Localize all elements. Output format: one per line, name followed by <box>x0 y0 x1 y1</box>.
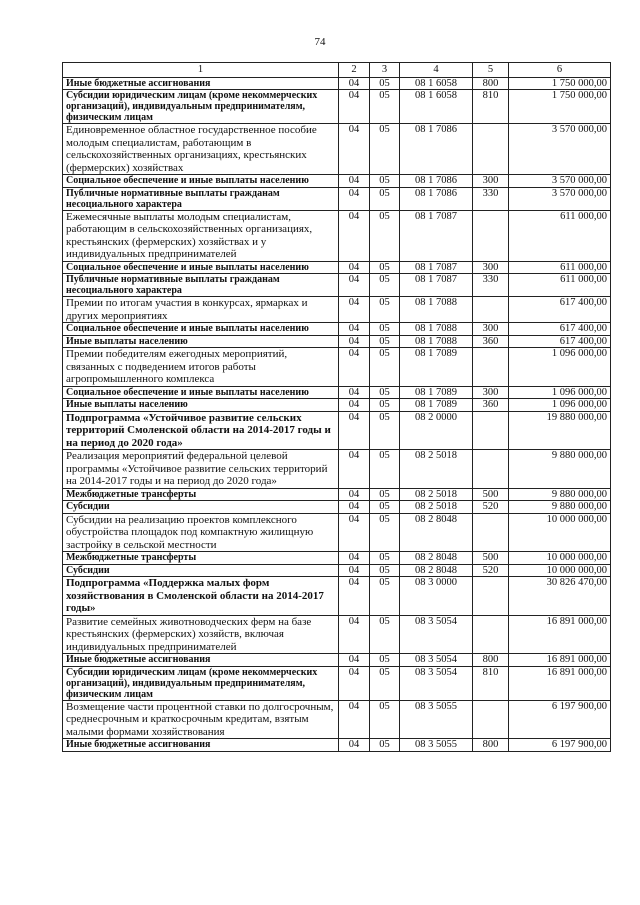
row-name-cell: Подпрограмма «Устойчивое развитие сельских территорий Смоленской области на 2014-2017 годы и на период до 2020 года» <box>63 411 339 450</box>
target-article-cell: 08 2 8048 <box>400 552 473 565</box>
table-row <box>63 335 611 348</box>
target-article-cell: 08 1 7087 <box>400 261 473 274</box>
expense-type-cell: 520 <box>473 564 509 577</box>
expense-type-cell: 300 <box>473 323 509 336</box>
expense-type-cell: 810 <box>473 666 509 700</box>
row-name-cell: Субсидии юридическим лицам (кроме некоммерческих организаций), индивидуальным предпринимателям, физическим лицам <box>63 666 339 700</box>
subsection-cell: 05 <box>370 348 400 387</box>
amount-cell: 1 750 000,00 <box>509 90 611 124</box>
table-row <box>63 175 611 188</box>
expense-type-cell <box>473 577 509 616</box>
section-cell: 04 <box>339 348 370 387</box>
row-name-cell: Социальное обеспечение и иные выплаты населению <box>63 323 339 336</box>
row-name-cell: Межбюджетные трансферты <box>63 488 339 501</box>
table-row <box>63 323 611 336</box>
target-article-cell: 08 3 5054 <box>400 666 473 700</box>
row-name-cell: Премии победителям ежегодных мероприятий, связанных с подведением итогов работы агропромышленного комплекса <box>63 348 339 387</box>
section-cell: 04 <box>339 654 370 667</box>
row-name-cell: Публичные нормативные выплаты гражданам несоциального характера <box>63 274 339 297</box>
section-cell: 04 <box>339 564 370 577</box>
section-cell: 04 <box>339 450 370 489</box>
target-article-cell: 08 1 7086 <box>400 175 473 188</box>
section-cell: 04 <box>339 488 370 501</box>
table-row <box>63 386 611 399</box>
header-cell: 1 <box>63 63 339 78</box>
expense-type-cell: 300 <box>473 261 509 274</box>
subsection-cell: 05 <box>370 577 400 616</box>
row-name-cell: Субсидии юридическим лицам (кроме некоммерческих организаций), индивидуальным предпринимателям, физическим лицам <box>63 90 339 124</box>
table-row <box>63 552 611 565</box>
row-name-cell: Социальное обеспечение и иные выплаты населению <box>63 386 339 399</box>
section-cell: 04 <box>339 90 370 124</box>
header-cell: 2 <box>339 63 370 78</box>
amount-cell: 3 570 000,00 <box>509 124 611 175</box>
expense-type-cell <box>473 297 509 323</box>
expense-type-cell: 330 <box>473 274 509 297</box>
target-article-cell: 08 2 5018 <box>400 488 473 501</box>
header-cell: 4 <box>400 63 473 78</box>
target-article-cell: 08 3 5054 <box>400 615 473 654</box>
amount-cell: 617 400,00 <box>509 335 611 348</box>
table-row <box>63 274 611 297</box>
amount-cell: 3 570 000,00 <box>509 175 611 188</box>
subsection-cell: 05 <box>370 124 400 175</box>
section-cell: 04 <box>339 615 370 654</box>
row-name-cell: Субсидии <box>63 501 339 514</box>
target-article-cell: 08 1 7086 <box>400 124 473 175</box>
subsection-cell: 05 <box>370 90 400 124</box>
header-cell: 5 <box>473 63 509 78</box>
section-cell: 04 <box>339 124 370 175</box>
row-name-cell: Иные бюджетные ассигнования <box>63 654 339 667</box>
row-name-cell: Иные выплаты населению <box>63 399 339 412</box>
table-row <box>63 348 611 387</box>
amount-cell: 1 750 000,00 <box>509 77 611 90</box>
amount-cell: 617 400,00 <box>509 323 611 336</box>
target-article-cell: 08 3 5055 <box>400 700 473 739</box>
target-article-cell: 08 1 7088 <box>400 297 473 323</box>
subsection-cell: 05 <box>370 666 400 700</box>
table-row <box>63 564 611 577</box>
section-cell: 04 <box>339 77 370 90</box>
section-cell: 04 <box>339 666 370 700</box>
expense-type-cell: 330 <box>473 187 509 210</box>
header-cell: 3 <box>370 63 400 78</box>
subsection-cell: 05 <box>370 411 400 450</box>
expense-type-cell <box>473 411 509 450</box>
expense-type-cell <box>473 210 509 261</box>
row-name-cell: Подпрограмма «Поддержка малых форм хозяйствования в Смоленской области на 2014-2017 годы» <box>63 577 339 616</box>
header-row <box>63 63 611 78</box>
table-row <box>63 501 611 514</box>
subsection-cell: 05 <box>370 654 400 667</box>
subsection-cell: 05 <box>370 488 400 501</box>
page-number: 74 <box>314 36 326 48</box>
target-article-cell: 08 3 5055 <box>400 739 473 752</box>
amount-cell: 16 891 000,00 <box>509 615 611 654</box>
table-row <box>63 513 611 552</box>
subsection-cell: 05 <box>370 261 400 274</box>
table-row <box>63 124 611 175</box>
amount-cell: 3 570 000,00 <box>509 187 611 210</box>
section-cell: 04 <box>339 323 370 336</box>
target-article-cell: 08 1 7087 <box>400 274 473 297</box>
table-row <box>63 90 611 124</box>
amount-cell: 16 891 000,00 <box>509 654 611 667</box>
row-name-cell: Премии по итогам участия в конкурсах, ярмарках и других мероприятиях <box>63 297 339 323</box>
amount-cell: 9 880 000,00 <box>509 501 611 514</box>
subsection-cell: 05 <box>370 187 400 210</box>
section-cell: 04 <box>339 411 370 450</box>
expense-type-cell: 360 <box>473 399 509 412</box>
table-row <box>63 411 611 450</box>
amount-cell: 617 400,00 <box>509 297 611 323</box>
section-cell: 04 <box>339 552 370 565</box>
row-name-cell: Субсидии <box>63 564 339 577</box>
subsection-cell: 05 <box>370 399 400 412</box>
subsection-cell: 05 <box>370 77 400 90</box>
row-name-cell: Возмещение части процентной ставки по долгосрочным, среднесрочным и краткосрочным кредитам, взятым малыми формами хозяйствования <box>63 700 339 739</box>
amount-cell: 9 880 000,00 <box>509 488 611 501</box>
table-row <box>63 700 611 739</box>
subsection-cell: 05 <box>370 210 400 261</box>
target-article-cell: 08 1 7089 <box>400 386 473 399</box>
expense-type-cell: 810 <box>473 90 509 124</box>
amount-cell: 10 000 000,00 <box>509 513 611 552</box>
table-row <box>63 187 611 210</box>
row-name-cell: Иные выплаты населению <box>63 335 339 348</box>
amount-cell: 19 880 000,00 <box>509 411 611 450</box>
target-article-cell: 08 3 5054 <box>400 654 473 667</box>
row-name-cell: Реализация мероприятий федеральной целевой программы «Устойчивое развитие сельских территорий на 2014-2017 годы и на период до 2020 года» <box>63 450 339 489</box>
target-article-cell: 08 1 6058 <box>400 77 473 90</box>
amount-cell: 611 000,00 <box>509 210 611 261</box>
table-row <box>63 77 611 90</box>
row-name-cell: Иные бюджетные ассигнования <box>63 739 339 752</box>
expense-type-cell: 800 <box>473 654 509 667</box>
table-row <box>63 297 611 323</box>
target-article-cell: 08 1 7088 <box>400 335 473 348</box>
section-cell: 04 <box>339 399 370 412</box>
expense-type-cell: 520 <box>473 501 509 514</box>
expense-type-cell <box>473 124 509 175</box>
row-name-cell: Публичные нормативные выплаты гражданам несоциального характера <box>63 187 339 210</box>
target-article-cell: 08 2 5018 <box>400 450 473 489</box>
section-cell: 04 <box>339 187 370 210</box>
subsection-cell: 05 <box>370 700 400 739</box>
amount-cell: 1 096 000,00 <box>509 399 611 412</box>
target-article-cell: 08 2 0000 <box>400 411 473 450</box>
section-cell: 04 <box>339 175 370 188</box>
table-row <box>63 450 611 489</box>
expense-type-cell: 800 <box>473 77 509 90</box>
section-cell: 04 <box>339 577 370 616</box>
amount-cell: 10 000 000,00 <box>509 552 611 565</box>
target-article-cell: 08 1 7088 <box>400 323 473 336</box>
subsection-cell: 05 <box>370 175 400 188</box>
amount-cell: 30 826 470,00 <box>509 577 611 616</box>
expense-type-cell: 300 <box>473 175 509 188</box>
subsection-cell: 05 <box>370 323 400 336</box>
table-row <box>63 261 611 274</box>
amount-cell: 16 891 000,00 <box>509 666 611 700</box>
expense-type-cell: 500 <box>473 552 509 565</box>
subsection-cell: 05 <box>370 513 400 552</box>
header-cell: 6 <box>509 63 611 78</box>
amount-cell: 6 197 900,00 <box>509 700 611 739</box>
expense-type-cell <box>473 513 509 552</box>
row-name-cell: Субсидии на реализацию проектов комплексного обустройства площадок под компактную жилищную застройку в сельской местности <box>63 513 339 552</box>
expense-type-cell: 360 <box>473 335 509 348</box>
expense-type-cell: 500 <box>473 488 509 501</box>
row-name-cell: Развитие семейных животноводческих ферм на базе крестьянских (фермерских) хозяйств, включая индивидуальных предпринимателей <box>63 615 339 654</box>
section-cell: 04 <box>339 335 370 348</box>
table-row <box>63 739 611 752</box>
section-cell: 04 <box>339 501 370 514</box>
subsection-cell: 05 <box>370 615 400 654</box>
table-row <box>63 210 611 261</box>
amount-cell: 1 096 000,00 <box>509 348 611 387</box>
row-name-cell: Межбюджетные трансферты <box>63 552 339 565</box>
target-article-cell: 08 1 6058 <box>400 90 473 124</box>
subsection-cell: 05 <box>370 501 400 514</box>
amount-cell: 611 000,00 <box>509 274 611 297</box>
subsection-cell: 05 <box>370 450 400 489</box>
section-cell: 04 <box>339 739 370 752</box>
table-row <box>63 654 611 667</box>
row-name-cell: Иные бюджетные ассигнования <box>63 77 339 90</box>
table-row <box>63 577 611 616</box>
expense-type-cell <box>473 700 509 739</box>
subsection-cell: 05 <box>370 386 400 399</box>
table-row <box>63 488 611 501</box>
amount-cell: 6 197 900,00 <box>509 739 611 752</box>
table-row <box>63 615 611 654</box>
section-cell: 04 <box>339 386 370 399</box>
budget-table <box>62 62 611 752</box>
target-article-cell: 08 3 0000 <box>400 577 473 616</box>
subsection-cell: 05 <box>370 335 400 348</box>
amount-cell: 1 096 000,00 <box>509 386 611 399</box>
target-article-cell: 08 1 7086 <box>400 187 473 210</box>
subsection-cell: 05 <box>370 274 400 297</box>
section-cell: 04 <box>339 700 370 739</box>
expense-type-cell: 300 <box>473 386 509 399</box>
target-article-cell: 08 1 7089 <box>400 399 473 412</box>
target-article-cell: 08 1 7089 <box>400 348 473 387</box>
subsection-cell: 05 <box>370 552 400 565</box>
row-name-cell: Социальное обеспечение и иные выплаты населению <box>63 261 339 274</box>
target-article-cell: 08 2 5018 <box>400 501 473 514</box>
expense-type-cell <box>473 348 509 387</box>
target-article-cell: 08 2 8048 <box>400 564 473 577</box>
row-name-cell: Социальное обеспечение и иные выплаты населению <box>63 175 339 188</box>
section-cell: 04 <box>339 261 370 274</box>
row-name-cell: Единовременное областное государственное пособие молодым специалистам, работающим в сельскохозяйственных организациях, крестьянских (фермерских) хозяйствах <box>63 124 339 175</box>
target-article-cell: 08 2 8048 <box>400 513 473 552</box>
target-article-cell: 08 1 7087 <box>400 210 473 261</box>
table-row <box>63 666 611 700</box>
section-cell: 04 <box>339 297 370 323</box>
amount-cell: 9 880 000,00 <box>509 450 611 489</box>
section-cell: 04 <box>339 274 370 297</box>
amount-cell: 611 000,00 <box>509 261 611 274</box>
subsection-cell: 05 <box>370 564 400 577</box>
subsection-cell: 05 <box>370 297 400 323</box>
section-cell: 04 <box>339 513 370 552</box>
expense-type-cell: 800 <box>473 739 509 752</box>
expense-type-cell <box>473 450 509 489</box>
amount-cell: 10 000 000,00 <box>509 564 611 577</box>
row-name-cell: Ежемесячные выплаты молодым специалистам, работающим в сельскохозяйственных организациях, крестьянских (фермерских) хозяйствах и у индивидуальных предпринимателей <box>63 210 339 261</box>
section-cell: 04 <box>339 210 370 261</box>
expense-type-cell <box>473 615 509 654</box>
table-row <box>63 399 611 412</box>
subsection-cell: 05 <box>370 739 400 752</box>
